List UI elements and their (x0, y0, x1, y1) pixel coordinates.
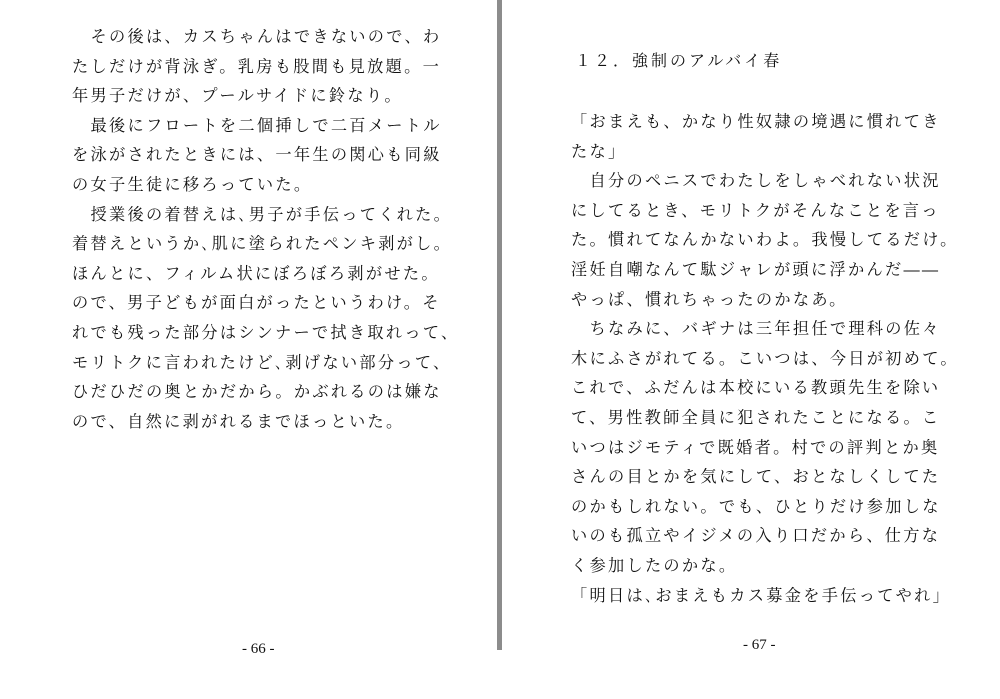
page-gutter-divider (497, 0, 502, 650)
body-line: いつはジモティで既婚者。村での評判とか奥 (571, 437, 940, 457)
right-page-body (571, 107, 959, 610)
body-line: 淫妊自嘲なんて駄ジャレが頭に浮かんだ―― (571, 259, 941, 279)
body-line: たな」 (571, 141, 627, 161)
body-line: ちなみに、バギナは三年担任で理科の佐々 (571, 319, 941, 339)
body-line: 授業後の着替えは､男子が手伝ってくれた。 (72, 204, 453, 224)
body-line: 木にふさがれてる。こいつは、今日が初めて。 (571, 348, 959, 368)
body-line: 自分のペニスでわたしをしゃべれない状況 (571, 171, 941, 191)
body-line: く参加したのかな。 (571, 555, 738, 575)
body-line: ほんとに、フィルム状にぼろぼろ剥がせた。 (72, 263, 440, 283)
body-line: ので、自然に剥がれるまでほっといた。 (72, 411, 405, 431)
body-line: 年男子だけが、プールサイドに鈴なり。 (72, 86, 403, 106)
body-line: て、男性教師全員に犯されたことになる。こ (571, 407, 941, 427)
left-page (0, 0, 497, 699)
body-line: を泳がされたときには、一年生の関心も同級 (72, 145, 442, 165)
body-line: ひだひだの奥とかだから。かぶれるのは嫌な (72, 382, 442, 402)
body-line: 最後にフロートを二個挿しで二百メートル (72, 115, 442, 135)
body-line: やっぱ、慣れちゃったのかなあ。 (571, 289, 848, 309)
chapter-heading: １２．強制のアルバイ春 (575, 51, 783, 70)
body-line: 「明日は､おまえもカス募金を手伝ってやれ」 (571, 585, 952, 605)
body-line: その後は、カスちゃんはできないので、わ (72, 27, 442, 46)
page-number-right: - 67 - (743, 637, 776, 653)
body-line: 「おまえも、かなり性奴隷の境遇に慣れてき (571, 112, 941, 131)
body-line: れでも残った部分はシンナーで拭き取れって、 (72, 322, 460, 342)
body-line: これで、ふだんは本校にいる教頭先生を除い (571, 378, 941, 398)
body-line: 着替えというか､肌に塗られたペンキ剥がし。 (72, 234, 453, 254)
left-page-body (72, 22, 460, 436)
body-line: た。慣れてなんかないわよ。我慢してるだけ。 (571, 230, 959, 250)
body-line: の女子生徒に移ろっていた。 (72, 174, 313, 194)
body-line: たしだけが背泳ぎ。乳房も股間も見放題。一 (72, 56, 442, 76)
body-line: モリトクに言われたけど､剥げない部分って、 (72, 352, 452, 372)
body-line: のかもしれない。でも、ひとりだけ参加しな (571, 496, 941, 516)
body-line: ので、男子どもが面白がったというわけ。そ (72, 293, 441, 313)
page-number-left: - 66 - (242, 641, 275, 657)
right-page (503, 0, 1000, 699)
body-line: さんの目とかを気にして、おとなしくしてた (571, 467, 941, 487)
body-line: にしてるとき、モリトクがそんなことを言っ (571, 200, 940, 220)
body-line: いのも孤立やイジメの入り口だから、仕方な (571, 526, 941, 546)
